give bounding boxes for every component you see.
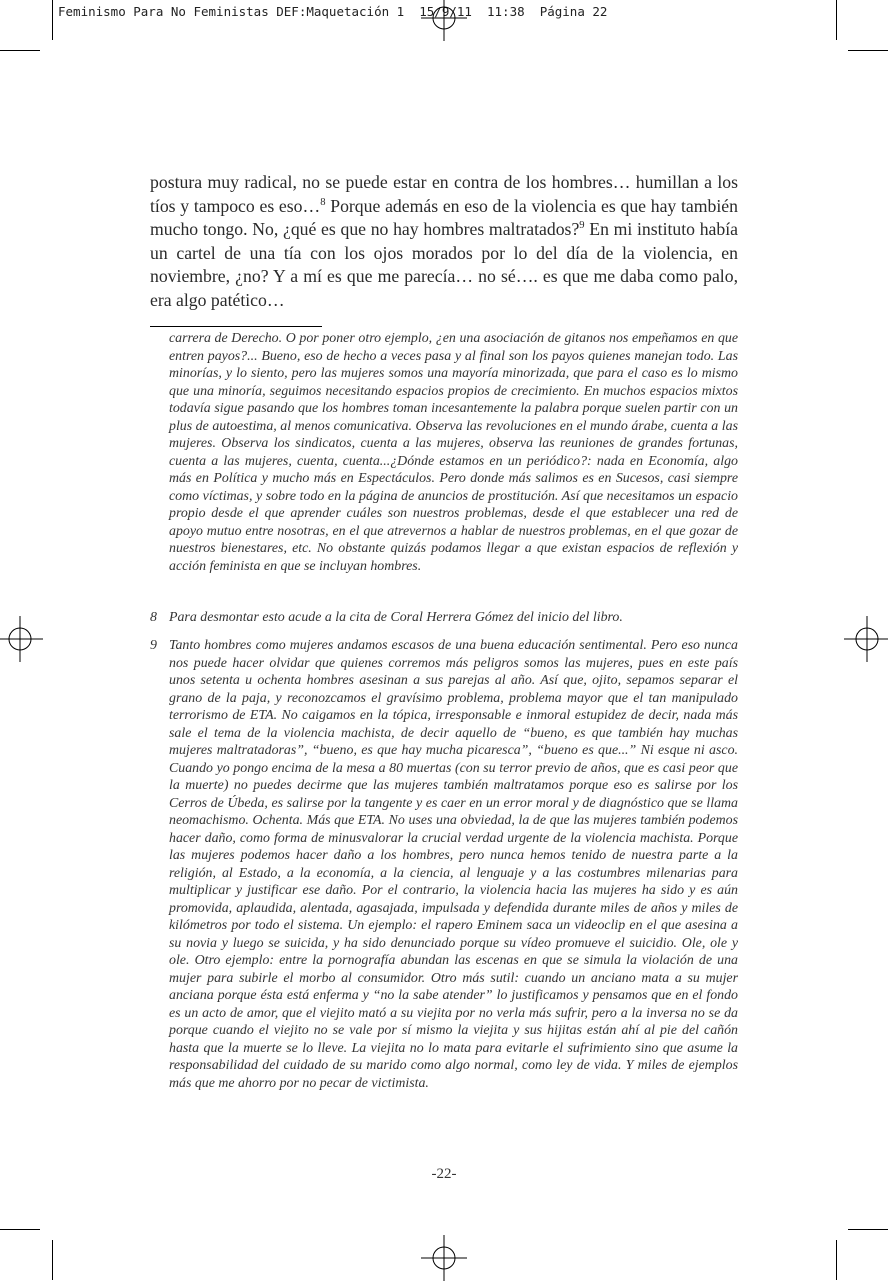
crop-mark-bottom-left-v (52, 1240, 53, 1280)
footnote-ref-8: 8 (320, 196, 326, 208)
footnote-8-text: Para desmontar esto acude a la cita de Coral Herrera Gómez del inicio del libro. (169, 610, 623, 625)
crop-mark-bottom-right-v (836, 1240, 837, 1280)
slug-time: 11:38 (487, 4, 525, 19)
footnote-9-number: 9 (150, 638, 157, 653)
footnote-separator (150, 326, 322, 327)
crop-mark-top-right-h (848, 50, 888, 51)
crop-mark-top-left-h (0, 50, 40, 51)
registration-mark-right (844, 616, 888, 662)
body-text-part-1: postura muy radical, no se puede estar en contra de los hombres… humillan a los tíos y tampoco es eso… (150, 172, 738, 216)
slug-file: Feminismo Para No Feministas DEF:Maquetación 1 (58, 4, 405, 19)
slug-date: 15/9/11 (419, 4, 472, 19)
crop-mark-bottom-left-h (0, 1229, 40, 1230)
slug-page: Página 22 (539, 4, 608, 19)
crop-mark-top-left-v (52, 0, 53, 40)
body-paragraph (150, 171, 738, 313)
body-text-part-3: En mi instituto había un cartel de una tía con los ojos morados por lo del día de la violencia, en noviembre, ¿no? Y a mí es que me parecía… no sé…. es que me daba como palo, era algo patético… (150, 219, 738, 310)
crop-mark-bottom-right-h (848, 1229, 888, 1230)
footnote-8 (150, 609, 738, 627)
body-text-part-2: Porque además en eso de la violencia es que hay también mucho tongo. No, ¿qué es que no hay hombres maltratados? (150, 195, 738, 240)
registration-mark-bottom (421, 1235, 467, 1281)
footnote-ref-9: 9 (579, 220, 585, 232)
printer-slug (58, 4, 607, 19)
registration-mark-left (0, 616, 43, 662)
page-number: -22- (431, 1166, 457, 1182)
footnote-9-text: Tanto hombres como mujeres andamos escasos de una buena educación sentimental. Pero eso nunca nos puede hacer olvidar que quienes corremos más peligros somos las mujeres, pues en este país unos setenta u ochenta hombres asesinan a sus parejas al año. Así que, ojito, sepamos separar el grano de la paja, y reconozcamos el gravísimo problema, problema mayor que el tan manipulado terrorismo de ETA. No caigamos en la tópica, irresponsable e inmoral estupidez de decir, nada más sale el tema de la violencia machista, de decir aquello de “bueno, es que también hay muchas mujeres maltratadoras”, “bueno, es que hay mucha picaresca”, “bueno es que...” Ni esque ni asco. Cuando yo pongo encima de la mesa a 80 muertas (con su terror previo de años, que es casi peor que la muerte) no puedes decirme que las mujeres también maltratamos porque eso es salirse por los Cerros de Úbeda, es salirse por la tangente y es caer en un error moral y de diagnóstico que se llama neomachismo. Ochenta. Más que ETA. No uses una obviedad, la de que las mujeres también podemos hacer daño, como forma de minusvalorar la crucial verdad urgente de la violencia machista. Porque las mujeres podemos hacer daño a los hombres, pero nunca hemos tenido de nuestra parte a la religión, al Estado, a la economía, a la ciencia, al lenguaje y a las costumbres milenarias para multiplicar y justificar ese daño. Por el contrario, la violencia hacia las mujeres ha sido y es aún promovida, aplaudida, alentada, agasajada, impulsada y defendida durante miles de años y miles de kilómetros por todo el sistema. Un ejemplo: el rapero Eminem saca un videoclip en el que asesina a su novia y luego se suicida, y ha sido denunciado porque su vídeo promueve el suicidio. Ole, ole y ole. Otro ejemplo: entre la pornografía abundan las escenas en que se simula la violación de una mujer para subirle el morbo al consumidor. Otro más sutil: cuando un anciano mata a su mujer anciana porque ésta está enferma y “no la sabe atender” lo justificamos y pensamos que en el fondo es un acto de amor, que el viejito mató a su viejita por no verla más sufrir, pero a la inversa no se da porque cuando el viejito no se vale por sí mismo la viejita y sus hijitas están ahí al pie del cañón hasta que la muerte se lo lleve. La viejita no lo mata para evitarle el sufrimiento sino que asume la responsabilidad del cuidado de su marido como algo normal, como ley de vida. Y miles de ejemplos más que me ahorro por no pecar de victimista. (169, 638, 738, 1091)
footnote-8-number: 8 (150, 610, 157, 625)
crop-mark-top-right-v (836, 0, 837, 40)
registration-mark-top (421, 0, 467, 41)
footnote-continued: carrera de Derecho. O por poner otro ejemplo, ¿en una asociación de gitanos nos empeñamos en que entren payos?... Bueno, eso de hecho a veces pasa y al final son los payos quienes manejan todo. Las minorías, y lo siento, pero las mujeres somos una mayoría minorizada, que para el caso es lo mismo que una minoría, seguimos necesitando espacios propios de crecimiento. En muchos espacios mixtos todavía sigue pasando que los hombres toman incesantemente la palabra porque suelen partir con un plus de autoestima, al menos comunicativa. Observa las revoluciones en el mundo árabe, cuenta a las mujeres. Observa los sindicatos, cuenta a las mujeres, observa las reuniones de grandes fortunas, cuenta a las mujeres, cuenta, cuenta...¿Dónde estamos en un periódico?: nada en Economía, algo más en Política y mucho más en Espectáculos. Pero donde más salimos es en Sucesos, casi siempre como víctimas, y sobre todo en la página de anuncios de prostitución. Así que necesitamos un espacio propio desde el que aprender cuáles son nuestros problemas, desde el que establecer una red de apoyo mutuo entre nosotras, en el que atrevernos a hablar de nuestros problemas, en el que gozar de nuestros bienestares, etc. No obstante quizás podamos llegar a que existan espacios de reflexión y acción feminista en que se incluyan hombres. (169, 331, 738, 574)
footnote-9 (150, 637, 738, 1092)
